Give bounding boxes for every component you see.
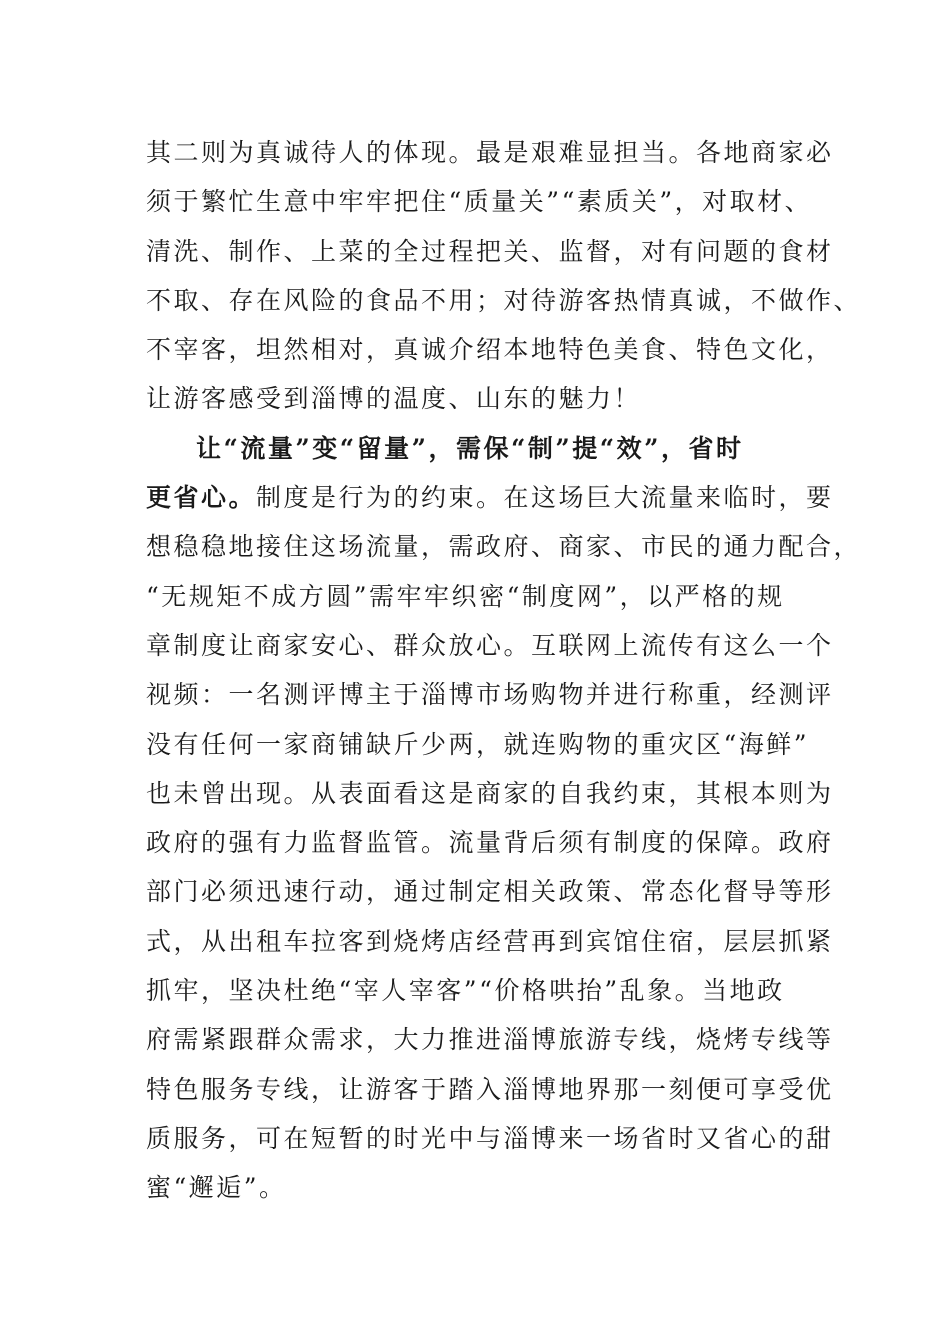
- text-line: 抓牢，坚决杜绝“宰人宰客”“价格哄抬”乱象。当地政: [146, 976, 785, 1006]
- text-line: 部门必须迅速行动，通过制定相关政策、常态化督导等形: [146, 877, 834, 907]
- section-heading-end: 更省心。: [146, 483, 257, 513]
- text-span: 制度是行为的约束。在这场巨大流量来临时，要: [256, 483, 834, 513]
- text-line: 府需紧跟群众需求，大力推进淄博旅游专线，烧烤专线等: [146, 1025, 834, 1055]
- text-line: 其二则为真诚待人的体现。最是艰难显担当。各地商家必: [146, 138, 834, 167]
- text-line: 清洗、制作、上菜的全过程把关、监督，对有问题的食材: [146, 236, 834, 266]
- text-line: [146, 473, 834, 522]
- text-line: 须于繁忙生意中牢牢把住“质量关”“素质关”，对取材、: [146, 187, 813, 217]
- text-line: 质服务，可在短暂的时光中与淄博来一场省时又省心的甜: [146, 1123, 834, 1153]
- text-line: 也未曾出现。从表面看这是商家的自我约束，其根本则为: [146, 778, 834, 808]
- text-line: 视频：一名测评博主于淄博市场购物并进行称重，经测评: [146, 680, 834, 710]
- text-line: 特色服务专线，让游客于踏入淄博地界那一刻便可享受优: [146, 1074, 834, 1104]
- text-line: 章制度让商家安心、群众放心。互联网上流传有这么一个: [146, 630, 834, 660]
- text-line: 不取、存在风险的食品不用；对待游客热情真诚，不做作、: [146, 285, 862, 315]
- text-line: 想稳稳地接住这场流量，需政府、商家、市民的通力配合，: [146, 532, 862, 562]
- text-line: 政府的强有力监督监管。流量背后须有制度的保障。政府: [146, 828, 834, 858]
- document-body: [146, 128, 862, 1213]
- text-line: 让游客感受到淄博的温度、山东的魅力！: [146, 384, 642, 414]
- text-line: 不宰客，坦然相对，真诚介绍本地特色美食、特色文化，: [146, 335, 834, 365]
- text-line: 式，从出租车拉客到烧烤店经营再到宾馆住宿，层层抓紧: [146, 926, 834, 956]
- text-line: “无规矩不成方圆”需牢牢织密“制度网”，以严格的规: [146, 581, 785, 611]
- text-line: 蜜“邂逅”。: [146, 1173, 287, 1203]
- section-heading: 让“流量”变“留量”，需保“制”提“效”，省时: [196, 433, 744, 463]
- text-line: 没有任何一家商铺缺斤少两，就连购物的重灾区“海鲜”: [146, 729, 810, 759]
